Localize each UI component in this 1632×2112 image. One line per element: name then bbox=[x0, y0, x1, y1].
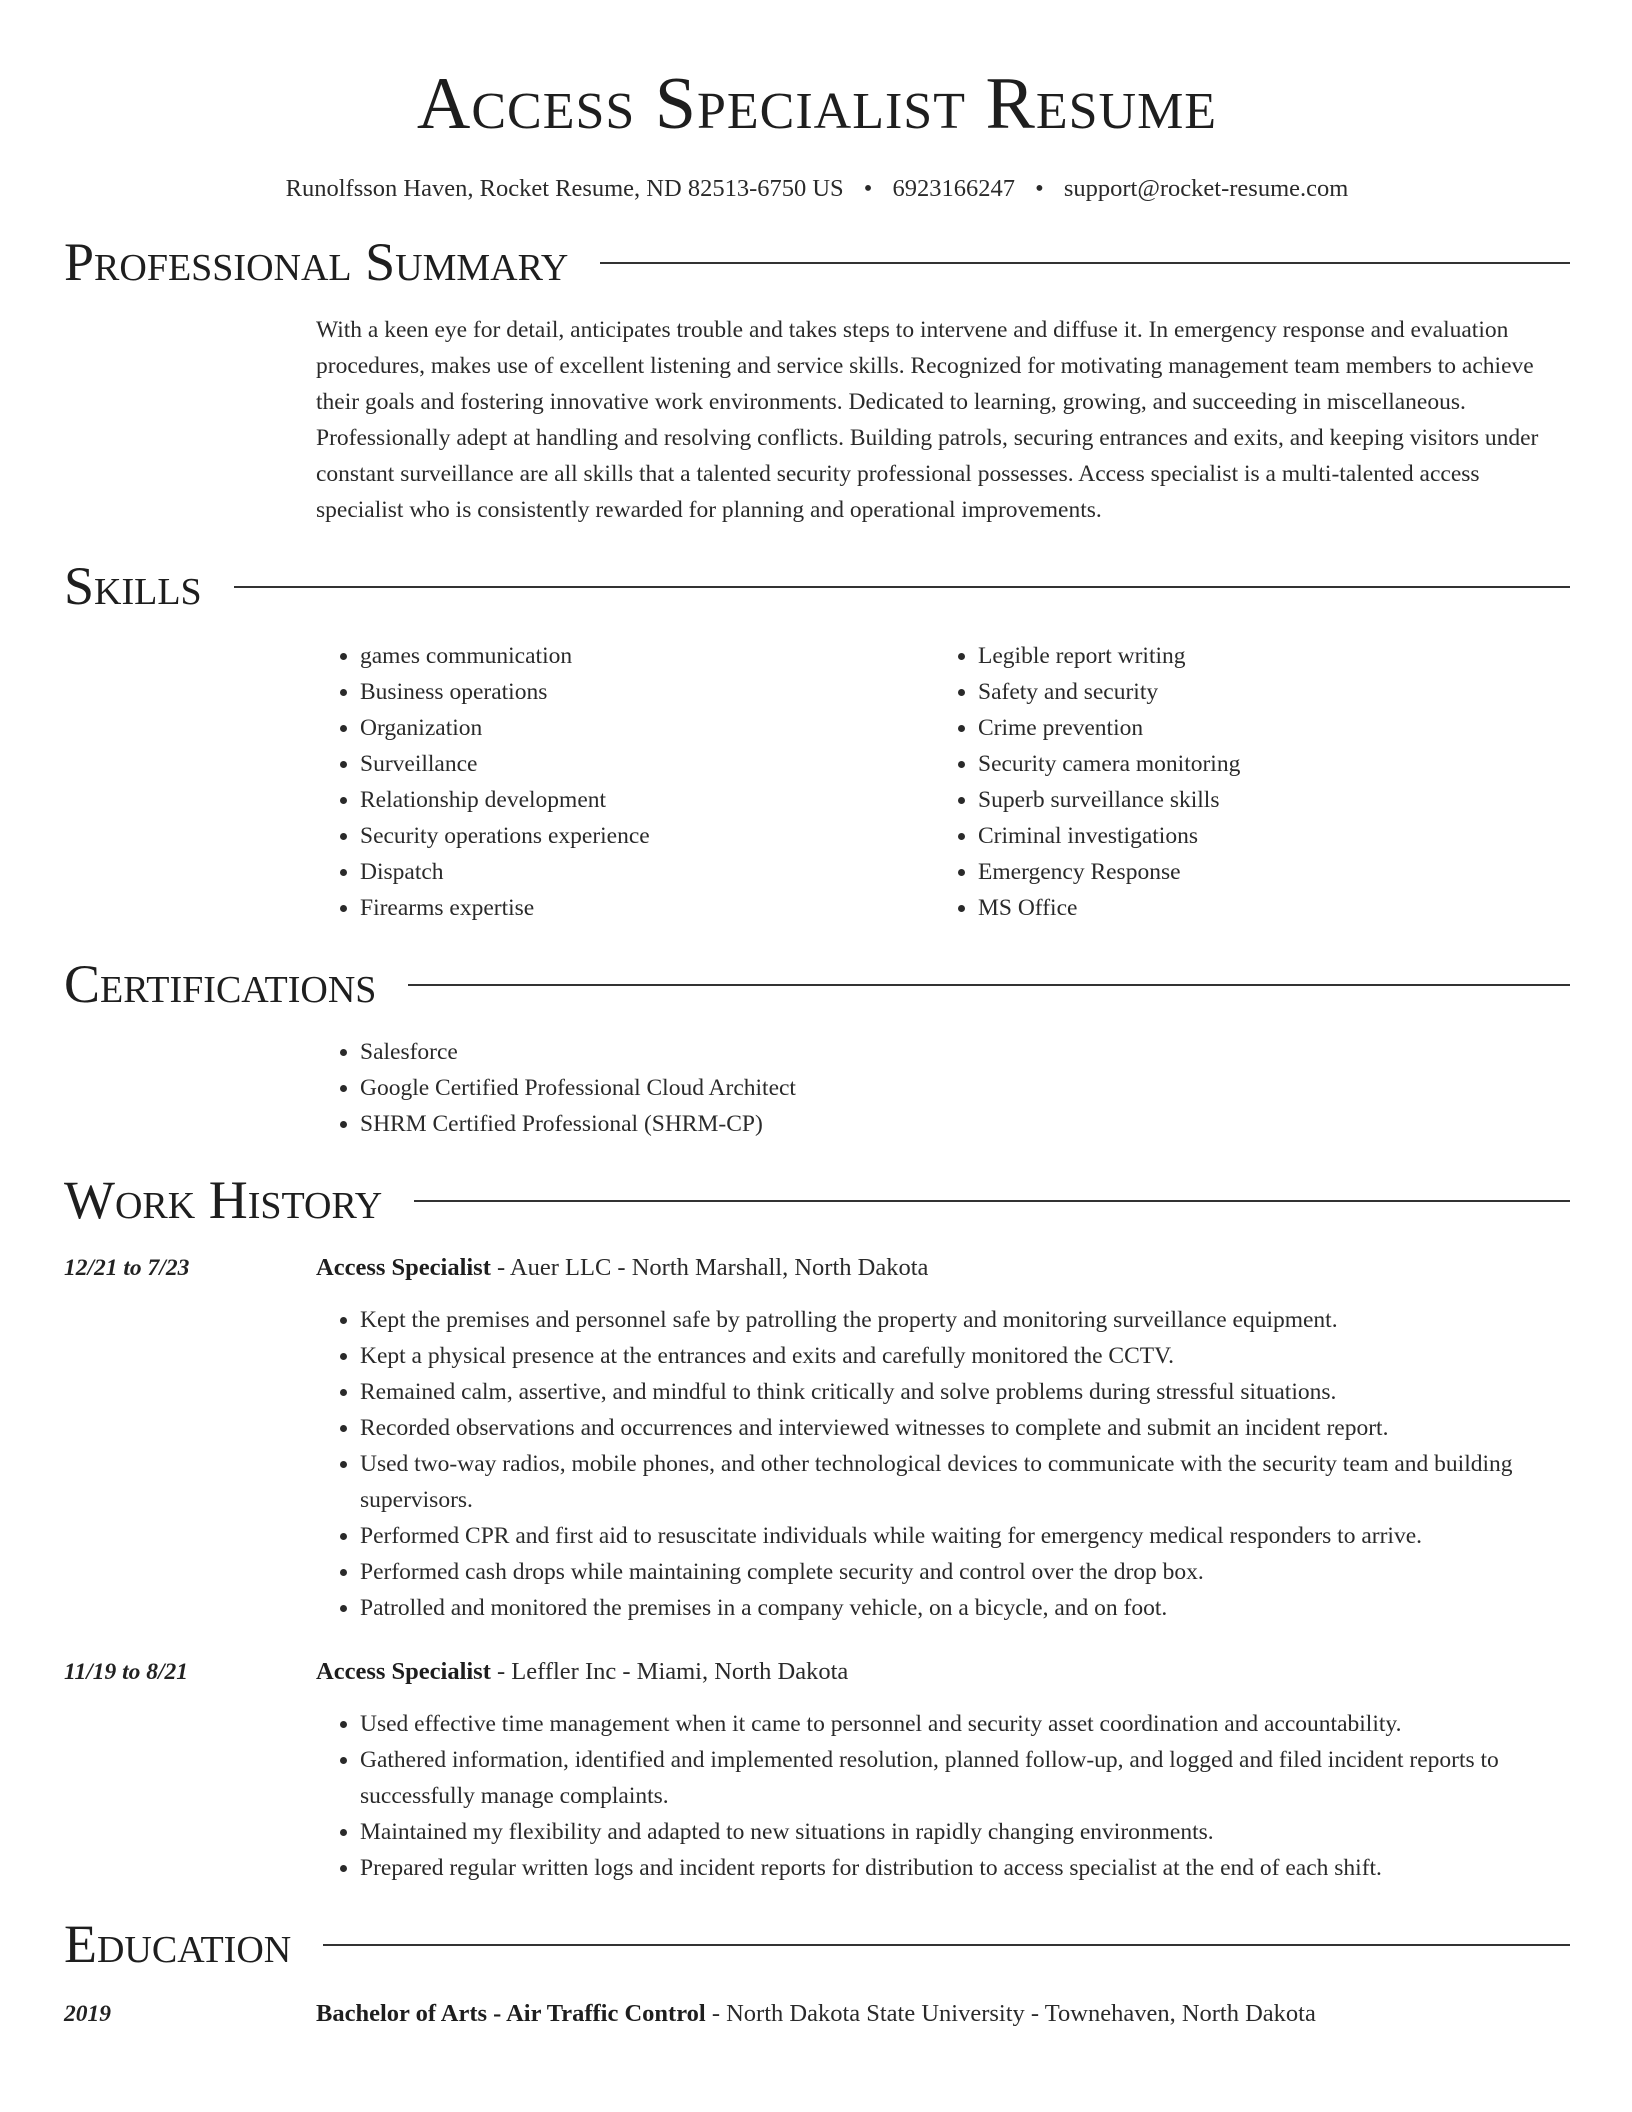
skill-item: • games communication bbox=[360, 638, 934, 674]
job-duty-item: • Used effective time management when it came to personnel and security asset coordination and accountability. bbox=[360, 1706, 1570, 1742]
job-duty-item: • Performed cash drops while maintaining complete security and control over the drop box. bbox=[360, 1554, 1570, 1590]
section-header-education bbox=[64, 1912, 1570, 1976]
job-duty-item: • Used two-way radios, mobile phones, and other technological devices to communicate with the security team and building supervisors. bbox=[360, 1446, 1570, 1518]
education-entry bbox=[64, 1996, 1570, 2032]
job-duty-item: • Patrolled and monitored the premises in a company vehicle, on a bicycle, and on foot. bbox=[360, 1590, 1570, 1626]
skills-list-left bbox=[316, 638, 934, 926]
job-dates: 11/19 to 8/21 bbox=[64, 1659, 189, 1685]
skill-item: • Relationship development bbox=[360, 782, 934, 818]
skill-item: • Criminal investigations bbox=[978, 818, 1552, 854]
job-heading bbox=[316, 1654, 1570, 1690]
contact-phone: 6923166247 bbox=[892, 175, 1015, 202]
job-employer-location: - Auer LLC - North Marshall, North Dakota bbox=[490, 1254, 929, 1281]
education-degree: Bachelor of Arts - Air Traffic Control bbox=[316, 2000, 706, 2027]
certification-item: • Google Certified Professional Cloud Architect bbox=[360, 1070, 1570, 1106]
job-duties-list bbox=[316, 1706, 1570, 1886]
section-header-work-history bbox=[64, 1168, 1570, 1232]
job-duty-item: • Recorded observations and occurrences and interviewed witnesses to complete and submit an incident report. bbox=[360, 1410, 1570, 1446]
skills-grid bbox=[316, 638, 1570, 926]
skill-item: • Superb surveillance skills bbox=[978, 782, 1552, 818]
contact-separator: • bbox=[1035, 175, 1044, 202]
job-duty-item: • Maintained my flexibility and adapted to new situations in rapidly changing environments. bbox=[360, 1814, 1570, 1850]
skill-item: • Firearms expertise bbox=[360, 890, 934, 926]
job-duty-item: • Kept the premises and personnel safe by patrolling the property and monitoring surveillance equipment. bbox=[360, 1302, 1570, 1338]
job-duties-list bbox=[316, 1302, 1570, 1626]
job-dates: 12/21 to 7/23 bbox=[64, 1255, 190, 1281]
skill-item: • MS Office bbox=[978, 890, 1552, 926]
section-divider bbox=[323, 1944, 1570, 1946]
job-duty-item: • Performed CPR and first aid to resuscitate individuals while waiting for emergency medical responders to arrive. bbox=[360, 1518, 1570, 1554]
skill-item: • Security camera monitoring bbox=[978, 746, 1552, 782]
skill-item: • Surveillance bbox=[360, 746, 934, 782]
summary-text: With a keen eye for detail, anticipates trouble and takes steps to intervene and diffuse it. In emergency response and evaluation procedures, makes use of excellent listening and service skills. Recognized for motivating management team members to achieve their goals and fostering innovative work environments. Dedicated to learning, growing, and succeeding in miscellaneous. Professionally adept at handling and resolving conflicts. Building patrols, securing entrances and exits, and keeping visitors under constant surveillance are all skills that a talented security professional possesses. Access specialist is a multi-talented access specialist who is consistently rewarded for planning and operational improvements. bbox=[316, 317, 1539, 523]
contact-address: Runolfsson Haven, Rocket Resume, ND 82513-6750 US bbox=[285, 175, 844, 202]
section-divider bbox=[600, 262, 1570, 264]
job-body bbox=[316, 1250, 1570, 1626]
skills-list-right bbox=[934, 638, 1552, 926]
section-title-certifications: Certifications bbox=[64, 954, 377, 1014]
resume-title: Access Specialist Resume bbox=[416, 63, 1218, 145]
education-body bbox=[316, 1996, 1570, 2032]
certification-item: • SHRM Certified Professional (SHRM-CP) bbox=[360, 1106, 1570, 1142]
job-entry bbox=[64, 1250, 1570, 1626]
certifications-block bbox=[316, 1034, 1570, 1142]
resume-page bbox=[64, 0, 1570, 2032]
section-divider bbox=[414, 1200, 1570, 1202]
skill-item: • Crime prevention bbox=[978, 710, 1552, 746]
job-bullets bbox=[316, 1706, 1570, 1886]
section-divider bbox=[234, 586, 1570, 588]
job-bullets bbox=[316, 1302, 1570, 1626]
job-role: Access Specialist bbox=[316, 1658, 491, 1685]
section-title-education: Education bbox=[64, 1914, 292, 1974]
job-entry bbox=[64, 1654, 1570, 1886]
section-title-summary: Professional Summary bbox=[64, 232, 569, 292]
skill-item: • Legible report writing bbox=[978, 638, 1552, 674]
contact-email: support@rocket-resume.com bbox=[1063, 175, 1349, 202]
job-role: Access Specialist bbox=[316, 1254, 491, 1281]
job-duty-item: • Prepared regular written logs and incident reports for distribution to access specialist at the end of each shift. bbox=[360, 1850, 1570, 1886]
section-header-skills bbox=[64, 554, 1570, 618]
skills-column-right bbox=[934, 638, 1552, 926]
section-divider bbox=[408, 984, 1570, 986]
contact-line bbox=[64, 174, 1570, 204]
certifications-list bbox=[316, 1034, 1570, 1142]
job-duty-item: • Gathered information, identified and implemented resolution, planned follow-up, and logged and filed incident reports to successfully manage complaints. bbox=[360, 1742, 1570, 1814]
job-employer-location: - Leffler Inc - Miami, North Dakota bbox=[490, 1658, 849, 1685]
job-heading bbox=[316, 1250, 1570, 1286]
skill-item: • Emergency Response bbox=[978, 854, 1552, 890]
job-duty-item: • Kept a physical presence at the entrances and exits and carefully monitored the CCTV. bbox=[360, 1338, 1570, 1374]
skill-item: • Dispatch bbox=[360, 854, 934, 890]
certification-item: • Salesforce bbox=[360, 1034, 1570, 1070]
section-title-work-history: Work History bbox=[64, 1170, 383, 1230]
section-header-certifications bbox=[64, 952, 1570, 1016]
skill-item: • Security operations experience bbox=[360, 818, 934, 854]
job-body bbox=[316, 1654, 1570, 1886]
job-duty-item: • Remained calm, assertive, and mindful to think critically and solve problems during stressful situations. bbox=[360, 1374, 1570, 1410]
contact-separator: • bbox=[863, 175, 873, 202]
section-title-skills: Skills bbox=[64, 556, 202, 616]
section-header-summary bbox=[64, 230, 1570, 294]
skills-column-left bbox=[316, 638, 934, 926]
skill-item: • Organization bbox=[360, 710, 934, 746]
education-heading bbox=[316, 1996, 1570, 2032]
skill-item: • Safety and security bbox=[978, 674, 1552, 710]
education-year: 2019 bbox=[64, 2001, 111, 2027]
skill-item: • Business operations bbox=[360, 674, 934, 710]
education-school-location: - North Dakota State University - Townehaven, North Dakota bbox=[705, 2000, 1316, 2027]
